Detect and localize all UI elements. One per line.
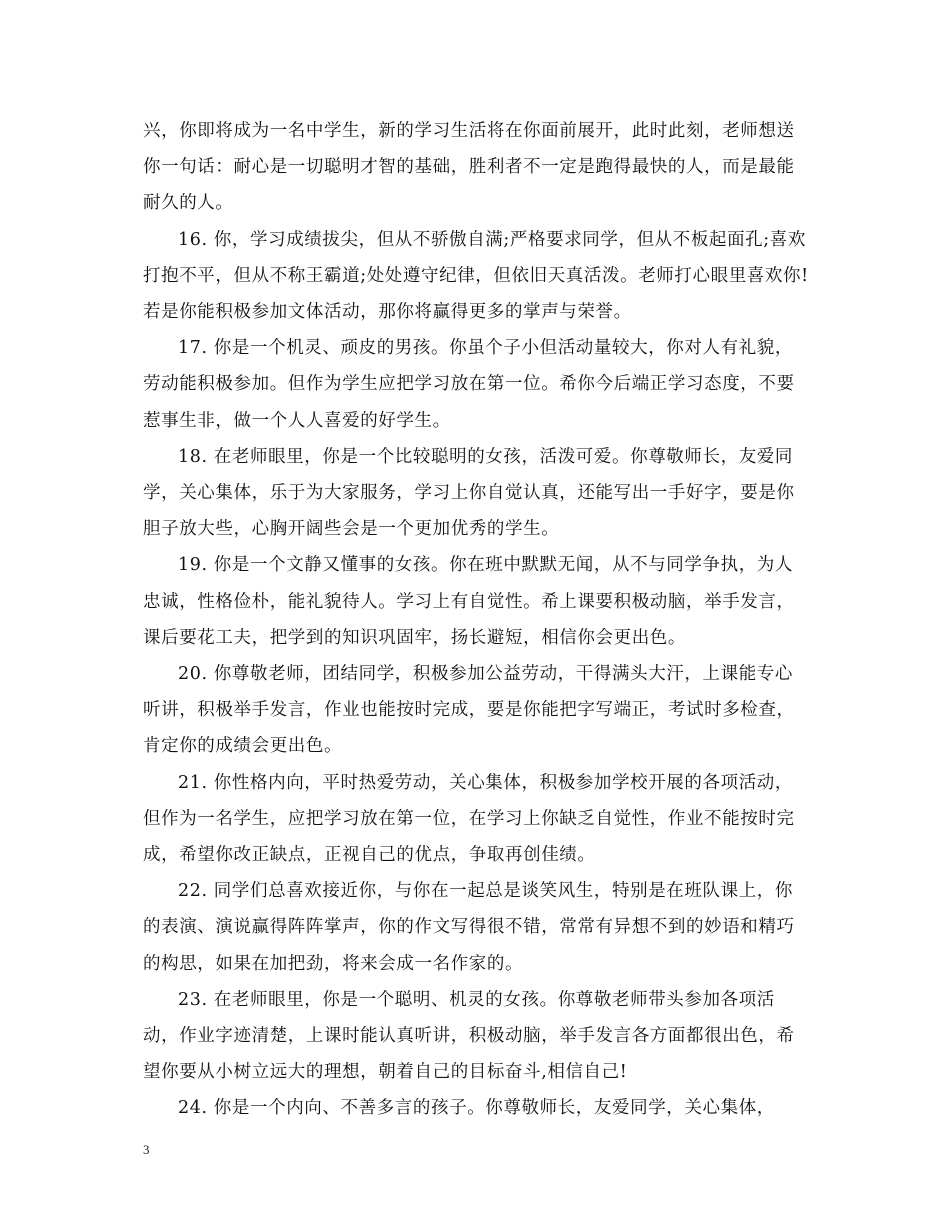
paragraph-comment-24: 24. 你是一个内向、不善多言的孩子。你尊敬师长，友爱同学，关心集体， [178,1098,775,1119]
paragraph-comment-17: 17. 你是一个机灵、顽皮的男孩。你虽个子小但活动量较大，你对人有礼貌，劳动能积极参加。但作为学生应把学习放在第一位。希你今后端正学习态度，不要惹事生非，做一个人人喜爱的好学生。 [143,338,795,431]
paragraph-comment-16: 16. 你，学习成绩拔尖，但从不骄傲自满;严格要求同学，但从不板起面孔;喜欢打抱不平，但从不称王霸道;处处遵守纪律，但依旧天真活泼。老师打心眼里喜欢你!若是你能积极参加文体活动，那你将赢得更多的掌声与荣誉。 [143,229,809,323]
paragraph-comment-19: 19. 你是一个文静又懂事的女孩。你在班中默默无闻，从不与同学争执，为人忠诚，性格俭朴，能礼貌待人。学习上有自觉性。希上课要积极动脑，举手发言，课后要花工夫，把学到的知识巩固牢，扬长避短，相信你会更出色。 [143,555,795,648]
paragraph-comment-22: 22. 同学们总喜欢接近你，与你在一起总是谈笑风生，特别是在班队课上，你的表演、演说赢得阵阵掌声，你的作文写得很不错，常常有异想不到的妙语和精巧的构思，如果在加把劲，将来会成一名作家的。 [143,881,795,974]
paragraph-comment-20: 20. 你尊敬老师，团结同学，积极参加公益劳动，干得满头大汗，上课能专心听讲，积极举手发言，作业也能按时完成，要是你能把字写端正，考试时多检查，肯定你的成绩会更出色。 [143,664,795,757]
page-number: 3 [143,1142,150,1157]
paragraph-comment-21: 21. 你性格内向，平时热爱劳动，关心集体，积极参加学校开展的各项活动，但作为一名学生，应把学习放在第一位，在学习上你缺乏自觉性，作业不能按时完成，希望你改正缺点，正视自己的优点，争取再创佳绩。 [143,772,795,866]
body-text [143,113,811,1127]
paragraph-comment-23: 23. 在老师眼里，你是一个聪明、机灵的女孩。你尊敬老师带头参加各项活动，作业字迹清楚，上课时能认真听讲，积极动脑，举手发言各方面都很出色，希望你要从小树立远大的理想，朝着自己的目标奋斗,相信自己! [143,989,795,1083]
paragraph-comment-18: 18. 在老师眼里，你是一个比较聪明的女孩，活泼可爱。你尊敬师长，友爱同学，关心集体，乐于为大家服务，学习上你自觉认真，还能写出一手好字，要是你胆子放大些，心胸开阔些会是一个更加优秀的学生。 [143,446,795,540]
paragraph-continuation: 兴，你即将成为一名中学生，新的学习生活将在你面前展开，此时此刻，老师想送你一句话：耐心是一切聪明才智的基础，胜利者不一定是跑得最快的人，而是最能耐久的人。 [143,121,795,214]
